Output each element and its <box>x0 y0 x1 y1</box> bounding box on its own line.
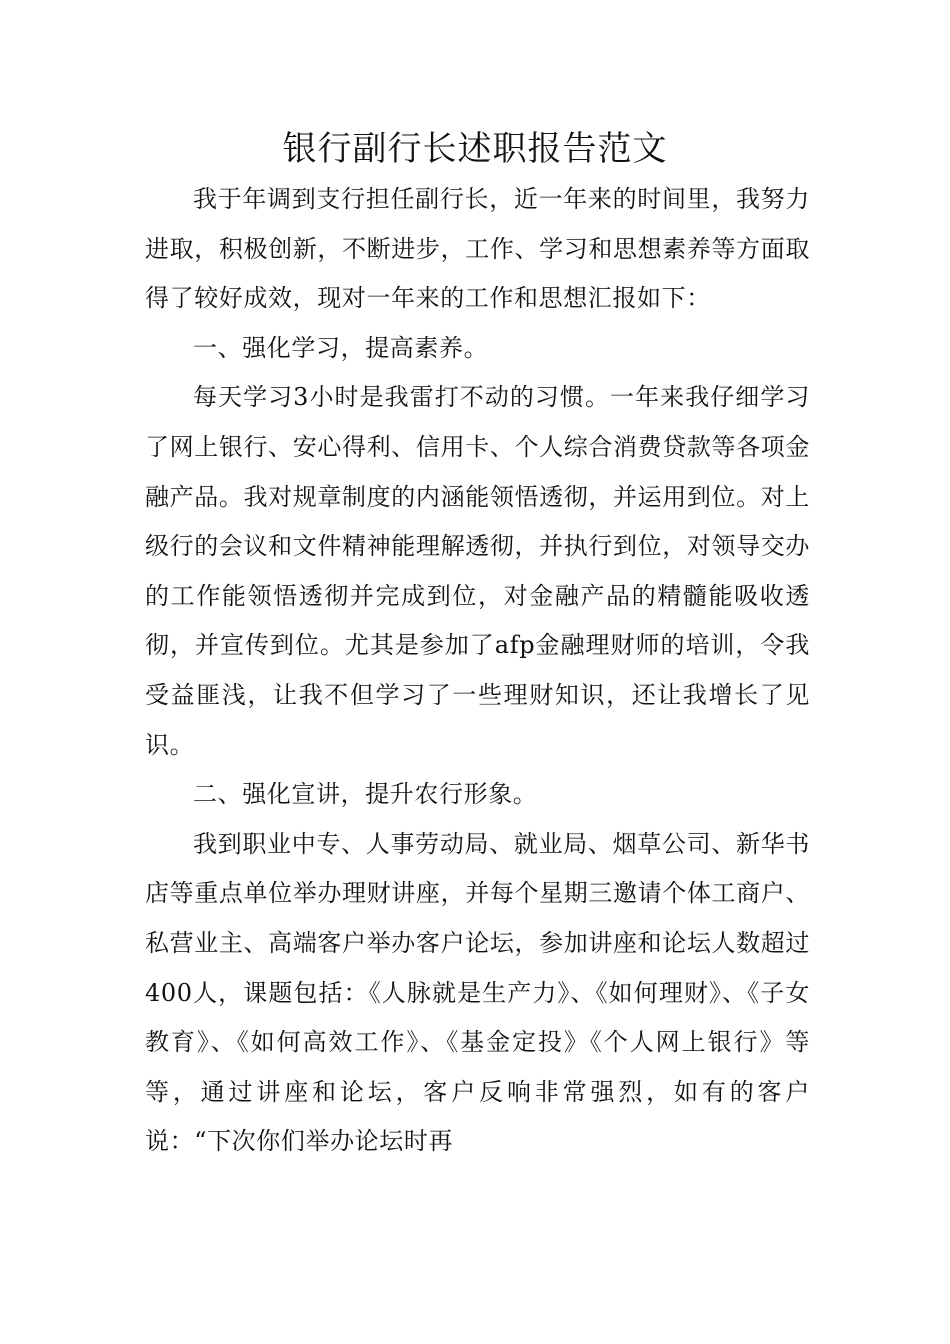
intro-paragraph: 我于年调到支行担任副行长，近一年来的时间里，我努力进取，积极创新，不断进步，工作、学习和思想素养等方面取得了较好成效，现对一年来的工作和思想汇报如下： <box>145 185 810 313</box>
section-heading-2: 二、强化宣讲，提升农行形象。 <box>193 780 538 809</box>
document-title: 银行副行长述职报告范文 <box>282 129 668 169</box>
document-body <box>145 175 810 1167</box>
section-paragraph-1: 每天学习3小时是我雷打不动的习惯。一年来我仔细学习了网上银行、安心得利、信用卡、个人综合消费贷款等各项金融产品。我对规章制度的内涵能领悟透彻，并运用到位。对上级行的会议和文件精神能理解透彻，并执行到位，对领导交办的工作能领悟透彻并完成到位，对金融产品的精髓能吸收透彻，并宣传到位。尤其是参加了afp金融理财师的培训，令我受益匪浅，让我不但学习了一些理财知识，还让我增长了见识。 <box>145 383 810 759</box>
section-paragraph-2: 我到职业中专、人事劳动局、就业局、烟草公司、新华书店等重点单位举办理财讲座，并每个星期三邀请个体工商户、私营业主、高端客户举办客户论坛，参加讲座和论坛人数超过400人，课题包括：《人脉就是生产力》、《如何理财》、《子女教育》、《如何高效工作》、《基金定投》《个人网上银行》等等，通过讲座和论坛，客户反响非常强烈，如有的客户说：“下次你们举办论坛时再 <box>145 829 810 1156</box>
section-heading-1: 一、强化学习，提高素养。 <box>193 333 489 362</box>
